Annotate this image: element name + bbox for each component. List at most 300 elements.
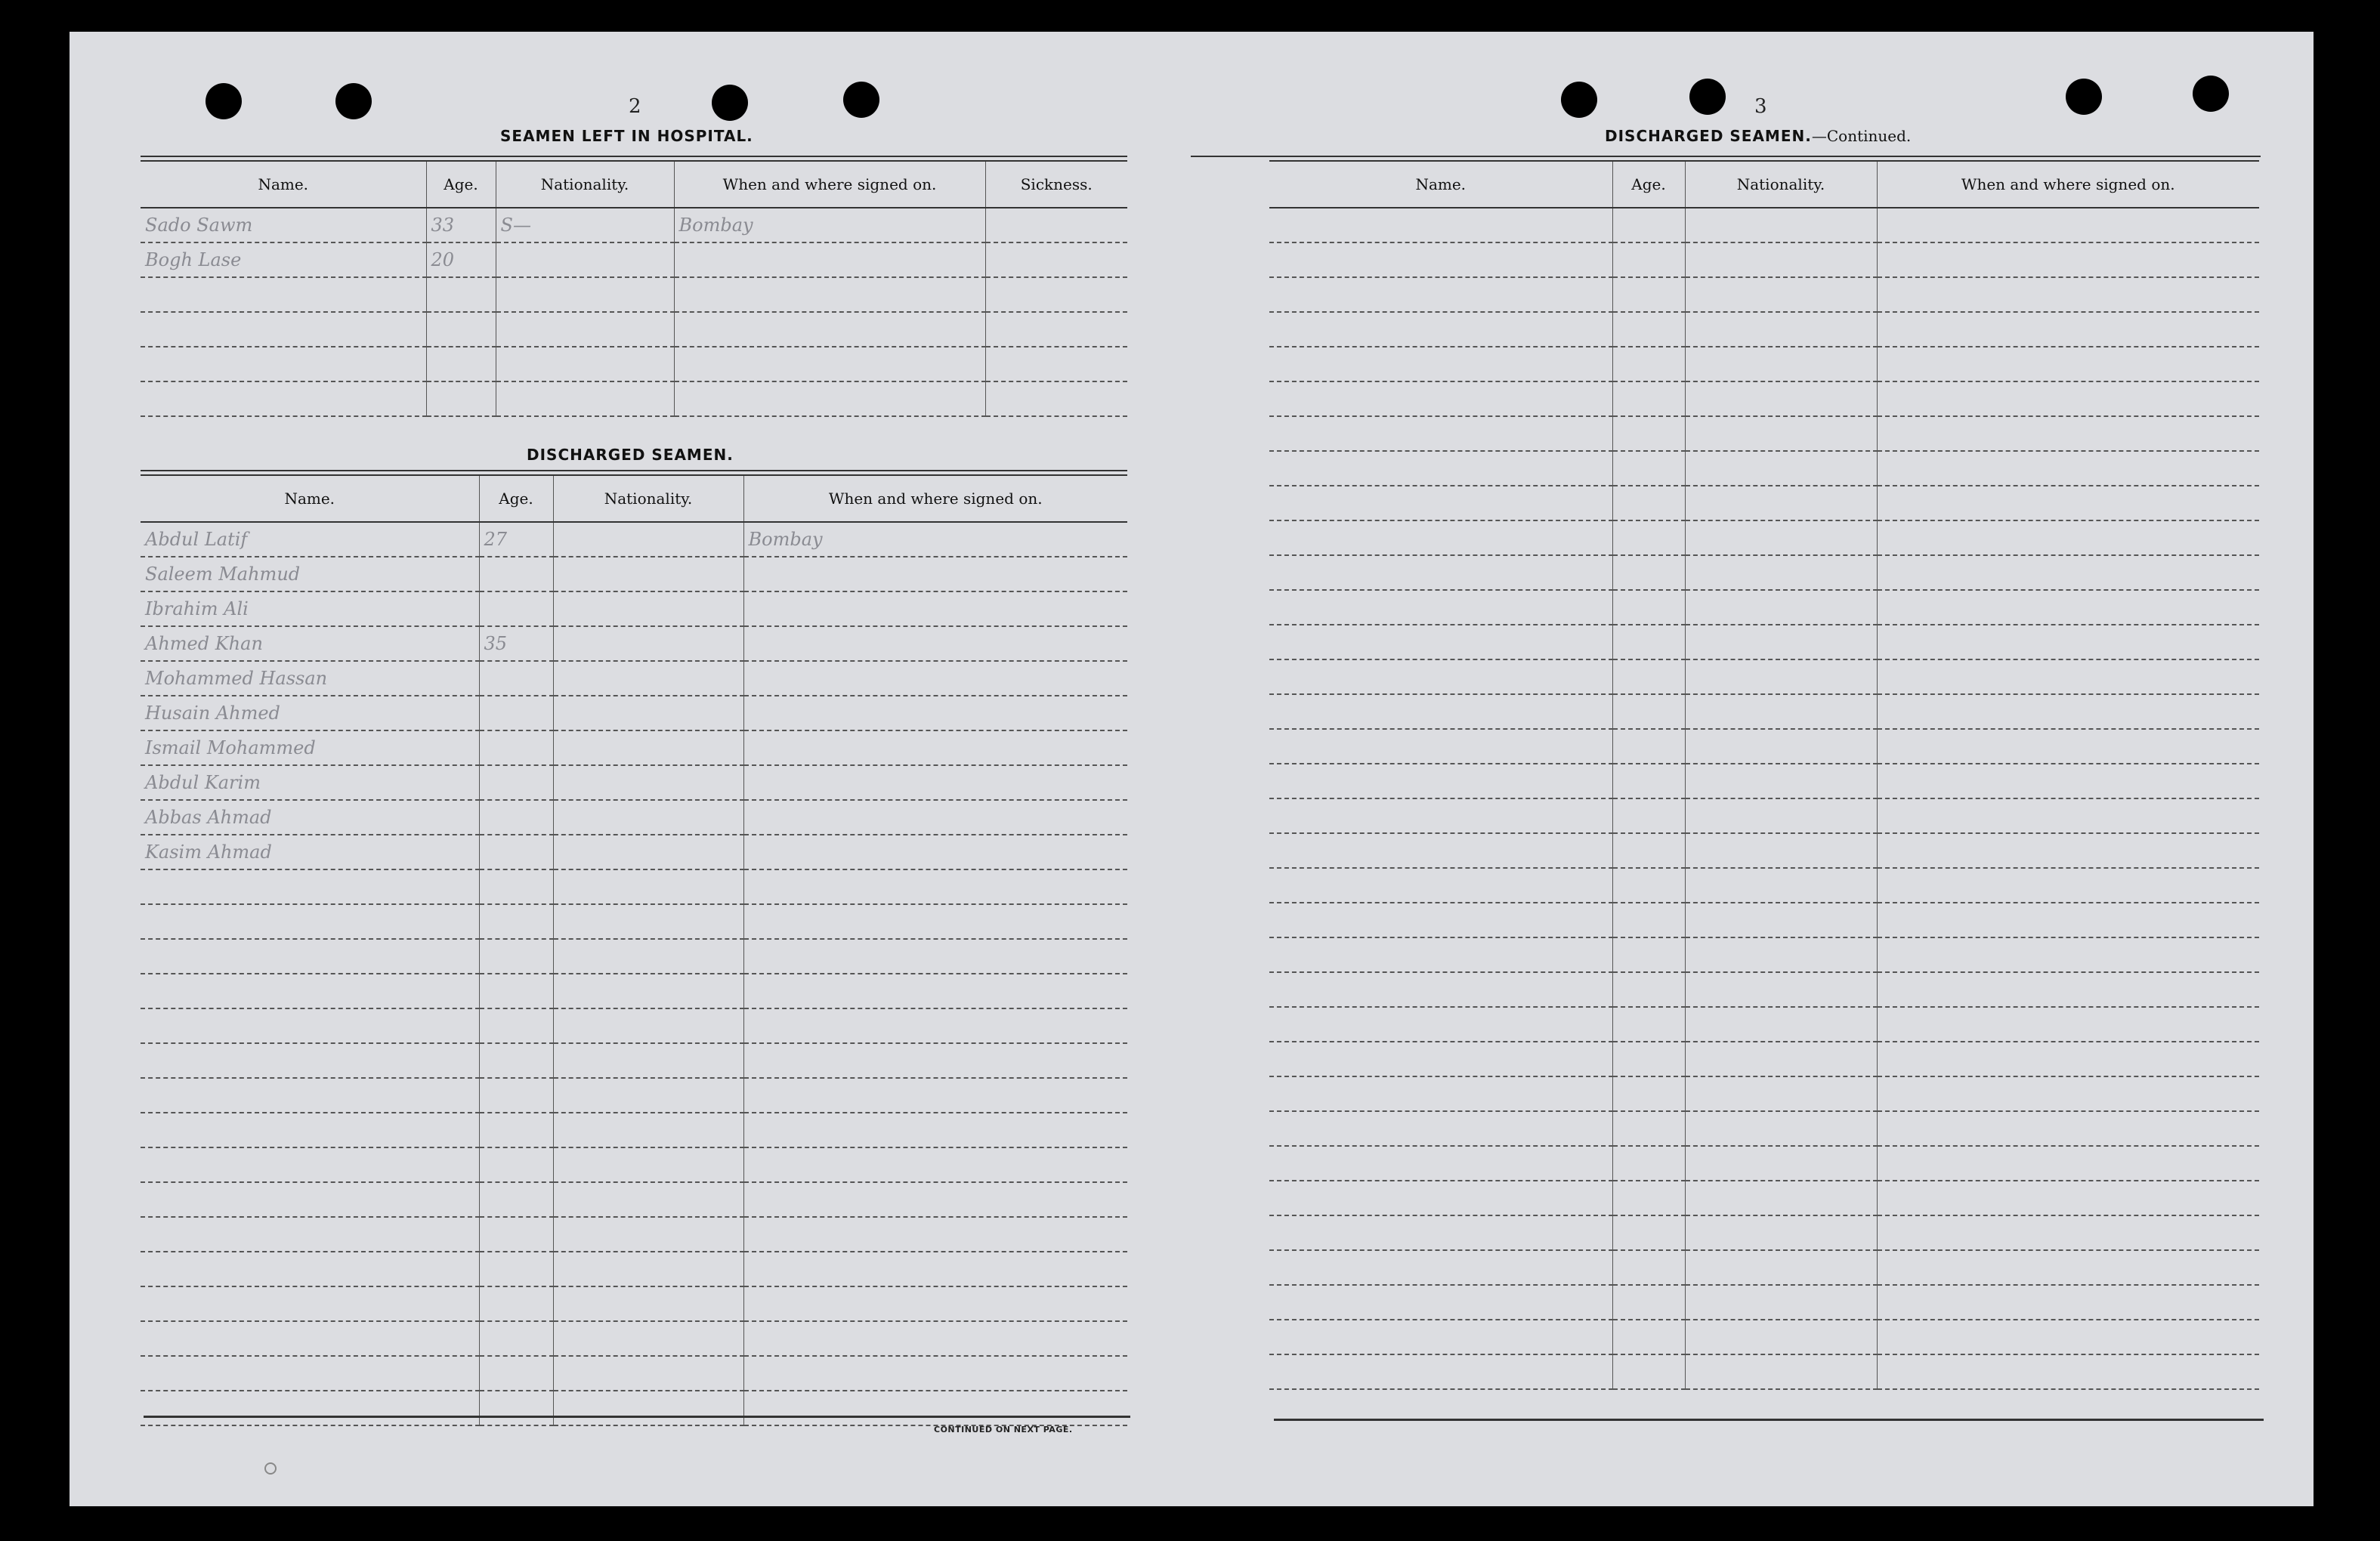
table-row — [141, 208, 1127, 242]
table-cell — [479, 1182, 553, 1217]
table-cell — [553, 1043, 743, 1078]
table-cell — [479, 661, 553, 696]
table-cell — [1269, 1007, 1612, 1042]
table-cell — [1877, 486, 2259, 520]
table-cell — [674, 381, 985, 416]
table-cell — [1877, 1146, 2259, 1181]
table-cell: 20 — [426, 242, 496, 277]
table-cell — [1269, 729, 1612, 764]
table-row — [1269, 764, 2259, 798]
table-cell — [1877, 694, 2259, 729]
table-row — [1269, 520, 2259, 555]
table-cell — [496, 242, 674, 277]
table-cell — [1685, 381, 1877, 416]
table-row — [141, 591, 1127, 626]
table-row — [1269, 451, 2259, 486]
table-cell — [1612, 347, 1685, 381]
table-cell — [553, 869, 743, 904]
table-cell — [1612, 590, 1685, 625]
table-row — [141, 661, 1127, 696]
table-row — [141, 381, 1127, 416]
table-cell — [743, 939, 1127, 974]
table-cell — [496, 277, 674, 312]
double-rule — [1269, 156, 2261, 157]
table-cell — [743, 765, 1127, 800]
table-cell — [479, 1391, 553, 1425]
table-cell — [1685, 1146, 1877, 1181]
table-cell — [426, 347, 496, 381]
table-cell — [496, 312, 674, 347]
table-row — [1269, 937, 2259, 972]
table-cell — [1877, 1215, 2259, 1250]
table-cell: Ibrahim Ali — [141, 591, 479, 626]
table-cell — [1877, 972, 2259, 1007]
punch-hole — [335, 83, 372, 119]
table-cell — [1877, 868, 2259, 903]
table-cell — [1269, 972, 1612, 1007]
column-header: Nationality. — [1685, 161, 1877, 208]
table-cell — [1612, 972, 1685, 1007]
table-cell — [1877, 625, 2259, 659]
table-cell — [553, 974, 743, 1008]
table-cell — [1612, 868, 1685, 903]
continued-note: CONTINUED ON NEXT PAGE. — [934, 1425, 1073, 1434]
table-cell — [141, 1252, 479, 1286]
table-cell — [1685, 868, 1877, 903]
table-cell — [1269, 1111, 1612, 1146]
table-row — [141, 522, 1127, 557]
table-cell — [479, 1008, 553, 1043]
table-cell — [479, 1321, 553, 1356]
table-cell — [1685, 590, 1877, 625]
table-row — [1269, 1215, 2259, 1250]
table-cell — [1612, 416, 1685, 451]
table-cell — [1877, 833, 2259, 868]
table-cell — [1877, 312, 2259, 347]
table-cell — [553, 1182, 743, 1217]
table-cell — [1685, 1181, 1877, 1215]
table-cell — [1269, 347, 1612, 381]
table-cell: 35 — [479, 626, 553, 661]
punch-hole — [712, 85, 748, 121]
table-cell — [141, 312, 426, 347]
table-row — [1269, 868, 2259, 903]
table-cell — [985, 242, 1127, 277]
table-cell: Sado Sawm — [141, 208, 426, 242]
table-cell — [1877, 937, 2259, 972]
table-cell — [553, 1391, 743, 1425]
table-cell — [743, 1078, 1127, 1113]
table-cell — [553, 1113, 743, 1147]
table-cell — [479, 765, 553, 800]
table-cell — [743, 1113, 1127, 1147]
table-cell — [1877, 1042, 2259, 1076]
table-cell — [141, 869, 479, 904]
table-cell — [1612, 1181, 1685, 1215]
table-cell — [743, 1008, 1127, 1043]
table-row — [141, 1113, 1127, 1147]
closing-rule — [1274, 1419, 2264, 1421]
table-row — [1269, 1146, 2259, 1181]
table-cell — [479, 1217, 553, 1252]
table-cell — [553, 557, 743, 591]
table-cell — [1685, 486, 1877, 520]
table-row — [1269, 1285, 2259, 1320]
table-cell — [479, 1252, 553, 1286]
table-cell — [1685, 1215, 1877, 1250]
fold-mark — [1191, 156, 1274, 157]
table-row — [1269, 277, 2259, 312]
table-cell — [1269, 937, 1612, 972]
table-cell — [426, 277, 496, 312]
table-cell — [496, 381, 674, 416]
table-cell — [1685, 798, 1877, 833]
punch-hole — [2066, 79, 2102, 115]
table-row — [141, 312, 1127, 347]
table-cell — [1269, 694, 1612, 729]
table-cell — [743, 1043, 1127, 1078]
table-cell — [743, 800, 1127, 835]
table-cell — [674, 277, 985, 312]
punch-hole — [2193, 76, 2229, 112]
table-cell — [1877, 208, 2259, 242]
table-row — [141, 277, 1127, 312]
column-header: Age. — [426, 161, 496, 208]
table-cell — [743, 1147, 1127, 1182]
table-cell — [743, 626, 1127, 661]
double-rule — [141, 470, 1127, 471]
table-cell — [141, 1182, 479, 1217]
table-cell — [985, 208, 1127, 242]
table-cell — [479, 1286, 553, 1321]
table-cell — [1877, 520, 2259, 555]
table-cell — [985, 347, 1127, 381]
table-row — [1269, 1181, 2259, 1215]
table-cell — [1877, 729, 2259, 764]
table-cell — [1685, 1076, 1877, 1111]
table-row — [141, 1008, 1127, 1043]
table-cell — [1269, 833, 1612, 868]
table-row — [141, 1321, 1127, 1356]
table-cell — [1685, 625, 1877, 659]
table-cell — [743, 1217, 1127, 1252]
table-cell — [1877, 277, 2259, 312]
table-row — [141, 1356, 1127, 1391]
table-cell — [1269, 416, 1612, 451]
table-row — [141, 1391, 1127, 1425]
table-cell — [743, 1356, 1127, 1391]
table-cell — [1269, 242, 1612, 277]
table-cell — [743, 730, 1127, 765]
table-cell — [1877, 347, 2259, 381]
table-cell — [743, 1182, 1127, 1217]
table-cell — [1685, 937, 1877, 972]
punch-hole — [1561, 82, 1597, 118]
table-cell — [1269, 590, 1612, 625]
table-cell — [553, 730, 743, 765]
table-row — [141, 730, 1127, 765]
table-cell — [141, 939, 479, 974]
table-row — [1269, 1250, 2259, 1285]
table-cell — [1612, 937, 1685, 972]
table-cell — [1612, 1250, 1685, 1285]
table-row — [141, 242, 1127, 277]
table-cell — [141, 1113, 479, 1147]
column-header: Nationality. — [553, 475, 743, 522]
table-cell — [1877, 451, 2259, 486]
table-cell: Husain Ahmed — [141, 696, 479, 730]
table-cell — [1685, 242, 1877, 277]
table-row — [141, 974, 1127, 1008]
table-cell — [1612, 1007, 1685, 1042]
column-header: Name. — [141, 161, 426, 208]
table-cell — [1269, 1285, 1612, 1320]
table-cell: Abbas Ahmad — [141, 800, 479, 835]
table-cell — [553, 800, 743, 835]
hospital-section-title: SEAMEN LEFT IN HOSPITAL. — [500, 127, 753, 145]
table-row — [1269, 555, 2259, 590]
table-cell — [1612, 1354, 1685, 1389]
table-row — [141, 800, 1127, 835]
table-cell — [1685, 555, 1877, 590]
table-cell — [1269, 1146, 1612, 1181]
table-cell — [1612, 277, 1685, 312]
table-cell — [1269, 798, 1612, 833]
column-header: Age. — [479, 475, 553, 522]
manifest-sheet — [70, 32, 2314, 1506]
table-cell — [479, 730, 553, 765]
table-cell — [1877, 242, 2259, 277]
table-cell — [479, 1147, 553, 1182]
table-cell — [553, 626, 743, 661]
table-cell: Ismail Mohammed — [141, 730, 479, 765]
table-cell — [743, 1391, 1127, 1425]
table-row — [1269, 1007, 2259, 1042]
table-cell — [1685, 1285, 1877, 1320]
table-cell — [1612, 694, 1685, 729]
table-cell — [1877, 555, 2259, 590]
table-cell: Mohammed Hassan — [141, 661, 479, 696]
table-cell — [1685, 451, 1877, 486]
table-cell — [553, 835, 743, 869]
table-cell — [1269, 1250, 1612, 1285]
page-number-left: 2 — [629, 95, 641, 118]
table-cell — [1685, 659, 1877, 694]
table-cell — [1877, 903, 2259, 937]
table-cell — [553, 591, 743, 626]
table-cell — [479, 974, 553, 1008]
table-cell — [1269, 1354, 1612, 1389]
table-cell — [1269, 208, 1612, 242]
table-row — [1269, 347, 2259, 381]
table-cell — [1612, 1042, 1685, 1076]
table-row — [1269, 1042, 2259, 1076]
table-cell — [141, 1217, 479, 1252]
table-cell — [141, 1078, 479, 1113]
table-cell — [1612, 1076, 1685, 1111]
table-cell — [1877, 798, 2259, 833]
table-row — [1269, 729, 2259, 764]
table-cell — [553, 1286, 743, 1321]
table-row — [141, 1286, 1127, 1321]
table-cell — [553, 1078, 743, 1113]
table-row — [141, 696, 1127, 730]
table-cell: Bombay — [743, 522, 1127, 557]
table-row — [1269, 416, 2259, 451]
table-cell — [553, 1252, 743, 1286]
table-cell — [1877, 764, 2259, 798]
table-cell — [743, 904, 1127, 939]
table-cell: Kasim Ahmad — [141, 835, 479, 869]
table-cell — [1685, 1354, 1877, 1389]
discharged-section-title: DISCHARGED SEAMEN. — [527, 446, 734, 464]
table-cell — [141, 381, 426, 416]
table-cell — [1685, 347, 1877, 381]
table-cell — [141, 974, 479, 1008]
table-row — [141, 904, 1127, 939]
table-cell — [1612, 486, 1685, 520]
table-cell — [674, 312, 985, 347]
table-row — [1269, 590, 2259, 625]
table-row — [141, 765, 1127, 800]
table-cell — [1269, 486, 1612, 520]
punch-hole — [1689, 79, 1726, 115]
table-cell — [1269, 451, 1612, 486]
column-header: Name. — [141, 475, 479, 522]
table-cell — [743, 1286, 1127, 1321]
table-cell — [141, 347, 426, 381]
table-cell — [743, 835, 1127, 869]
table-cell — [1612, 1215, 1685, 1250]
table-cell — [553, 661, 743, 696]
table-cell — [479, 939, 553, 974]
discharged-table — [141, 474, 1127, 1426]
table-row — [141, 557, 1127, 591]
table-cell — [479, 1043, 553, 1078]
column-header: Nationality. — [496, 161, 674, 208]
table-cell — [1877, 1354, 2259, 1389]
table-row — [141, 1147, 1127, 1182]
table-cell — [1685, 833, 1877, 868]
table-cell — [743, 661, 1127, 696]
table-cell — [1685, 764, 1877, 798]
table-row — [1269, 659, 2259, 694]
table-cell — [1685, 277, 1877, 312]
table-cell — [1877, 1111, 2259, 1146]
table-row — [1269, 312, 2259, 347]
continued-title-suffix: —Continued. — [1811, 127, 1912, 145]
table-cell — [1612, 242, 1685, 277]
table-cell — [1877, 590, 2259, 625]
continued-table — [1269, 160, 2259, 1390]
table-cell — [553, 522, 743, 557]
table-cell — [553, 1008, 743, 1043]
table-cell: Abdul Latif — [141, 522, 479, 557]
table-row — [141, 347, 1127, 381]
table-cell — [1612, 1111, 1685, 1146]
table-cell — [1685, 972, 1877, 1007]
table-cell — [1612, 903, 1685, 937]
table-cell — [1269, 625, 1612, 659]
table-cell — [1685, 729, 1877, 764]
table-cell — [1685, 1007, 1877, 1042]
table-cell — [1685, 1320, 1877, 1354]
table-cell — [553, 1356, 743, 1391]
table-cell — [553, 1321, 743, 1356]
table-cell — [1685, 1250, 1877, 1285]
table-row — [1269, 833, 2259, 868]
table-cell — [1269, 868, 1612, 903]
table-cell — [479, 1356, 553, 1391]
table-cell — [1612, 1320, 1685, 1354]
table-cell — [1877, 1076, 2259, 1111]
table-cell — [1612, 625, 1685, 659]
table-row — [141, 939, 1127, 974]
punch-hole — [843, 82, 879, 118]
table-row — [141, 626, 1127, 661]
table-cell — [743, 1321, 1127, 1356]
table-cell — [1269, 1042, 1612, 1076]
table-cell — [1612, 555, 1685, 590]
table-cell — [1612, 764, 1685, 798]
table-row — [1269, 1111, 2259, 1146]
table-cell — [496, 347, 674, 381]
table-cell — [553, 696, 743, 730]
table-cell — [1612, 208, 1685, 242]
table-cell — [1612, 729, 1685, 764]
table-cell — [1269, 1320, 1612, 1354]
column-header: Age. — [1612, 161, 1685, 208]
table-cell — [141, 1043, 479, 1078]
table-row — [141, 1078, 1127, 1113]
column-header: Sickness. — [985, 161, 1127, 208]
table-cell — [479, 869, 553, 904]
table-row — [1269, 486, 2259, 520]
column-header: When and where signed on. — [1877, 161, 2259, 208]
table-cell: Bogh Lase — [141, 242, 426, 277]
table-cell — [1612, 381, 1685, 416]
table-cell: Ahmed Khan — [141, 626, 479, 661]
column-header: Name. — [1269, 161, 1612, 208]
table-row — [141, 869, 1127, 904]
table-cell — [1269, 277, 1612, 312]
table-cell — [743, 1252, 1127, 1286]
table-row — [141, 1217, 1127, 1252]
table-cell — [1269, 903, 1612, 937]
table-cell — [743, 557, 1127, 591]
table-cell — [985, 381, 1127, 416]
table-cell — [553, 1147, 743, 1182]
table-cell — [1269, 1076, 1612, 1111]
table-cell — [1269, 1215, 1612, 1250]
table-cell — [141, 1147, 479, 1182]
table-cell — [141, 1321, 479, 1356]
table-cell — [553, 939, 743, 974]
continued-section-title — [1605, 127, 1911, 145]
table-row — [1269, 694, 2259, 729]
table-cell — [1612, 1146, 1685, 1181]
table-cell — [1612, 1285, 1685, 1320]
table-cell — [1612, 520, 1685, 555]
table-cell — [1685, 520, 1877, 555]
table-row — [141, 1252, 1127, 1286]
table-cell — [1877, 1007, 2259, 1042]
table-cell — [985, 277, 1127, 312]
table-cell — [1877, 1285, 2259, 1320]
table-cell — [1877, 1250, 2259, 1285]
table-row — [141, 835, 1127, 869]
table-cell: Saleem Mahmud — [141, 557, 479, 591]
